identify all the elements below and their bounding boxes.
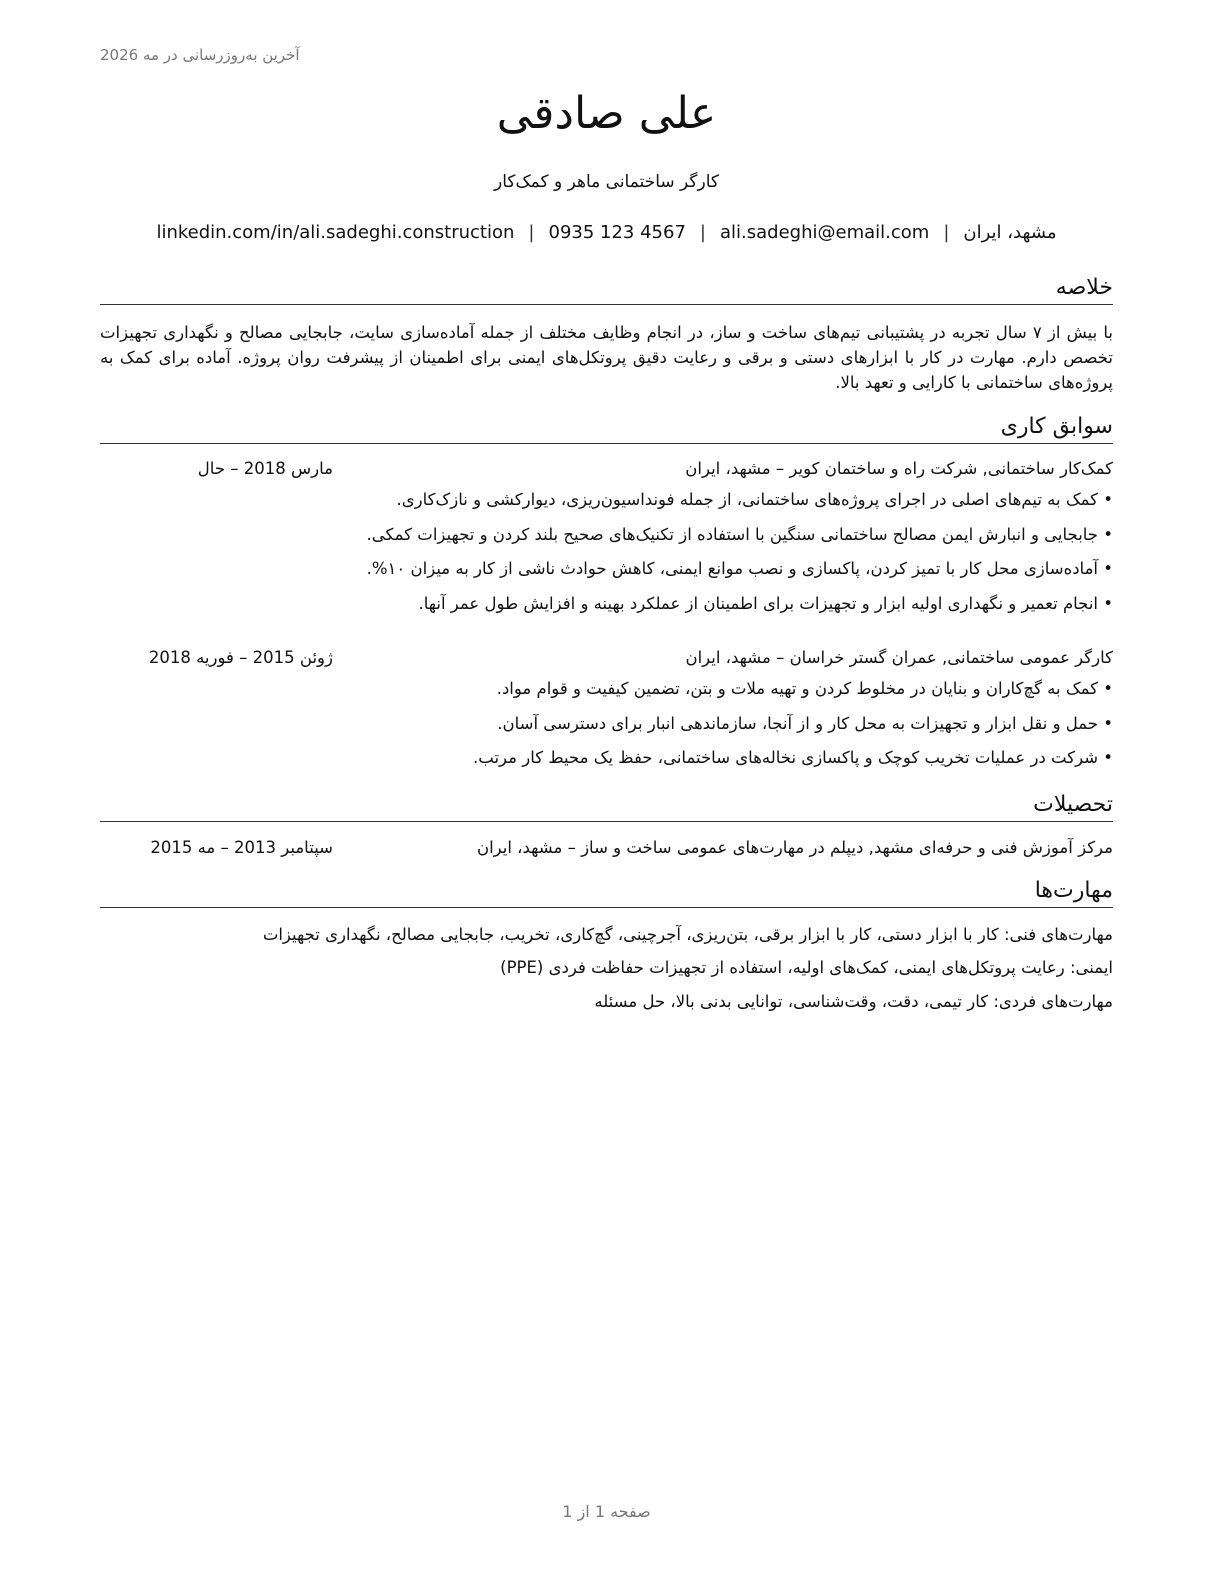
- contact-separator: |: [943, 222, 950, 243]
- skills-line-technical: مهارت‌های فنی: کار با ابزار دستی، کار با ابزار برقی، بتن‌ریزی، آجرچینی، گچ‌کاری، تخریب، جابجایی مصالح، نگهداری تجهیزات: [262, 925, 1113, 944]
- job-dates: مارس 2018 – حال: [197, 459, 333, 478]
- education-entry: [100, 838, 1113, 864]
- job-role: کارگر عمومی ساختمانی, عمران گستر خراسان – مشهد، ایران: [685, 648, 1113, 667]
- job-bullet: • آماده‌سازی محل کار با تمیز کردن، پاکسازی و نصب موانع ایمنی، کاهش حوادث ناشی از کار به میزان ۱۰%.: [366, 559, 1113, 578]
- contact-location: مشهد، ایران: [963, 222, 1057, 243]
- summary-text: با بیش از ۷ سال تجربه در پشتیبانی تیم‌های ساخت و ساز، در انجام وظایف مختلف از جمله آماده‌سازی سایت، جابجایی مصالح و نگهداری تجهیزات تخصص دارم. مهارت در کار با ابزارهای دستی و برقی و رعایت دقیق پروتکل‌های ایمنی برای اطمینان از پیشرفت روان پروژه. آماده برای کمک به پروژه‌های ساختمانی با کارایی و تعهد بالا.: [100, 323, 1113, 392]
- contact-phone: 0935 123 4567: [548, 222, 686, 243]
- skills-line-safety: ایمنی: رعایت پروتکل‌های ایمنی، کمک‌های اولیه، استفاده از تجهیزات حفاظت فردی (PPE): [500, 958, 1113, 977]
- education-dates: سپتامبر 2013 – مه 2015: [150, 838, 333, 857]
- job-header: [100, 648, 1113, 674]
- candidate-title: کارگر ساختمانی ماهر و کمک‌کار: [493, 172, 719, 192]
- skills-line-personal: مهارت‌های فردی: کار تیمی، دقت، وقت‌شناسی، توانایی بدنی بالا، حل مسئله: [594, 992, 1113, 1011]
- resume-page: [100, 0, 1113, 1584]
- section-heading-experience: سوابق کاری: [100, 413, 1113, 444]
- job-header: [100, 459, 1113, 485]
- candidate-name: علی صادقی: [496, 88, 717, 139]
- section-heading-education: تحصیلات: [100, 791, 1113, 822]
- section-heading-skills: مهارت‌ها: [100, 877, 1113, 908]
- job-dates: ژوئن 2015 – فوریه 2018: [148, 648, 333, 667]
- section-heading-summary: خلاصه: [100, 274, 1113, 305]
- job-bullet: • انجام تعمیر و نگهداری اولیه ابزار و تجهیزات برای اطمینان از عملکرد بهینه و افزایش طول عمر آنها.: [418, 594, 1113, 613]
- contact-separator: |: [528, 222, 535, 243]
- contact-line: [100, 222, 1113, 243]
- job-bullet: • حمل و نقل ابزار و تجهیزات به محل کار و از آنجا، سازماندهی انبار برای دسترسی آسان.: [497, 714, 1113, 733]
- job-role: کمک‌کار ساختمانی, شرکت راه و ساختمان کویر – مشهد، ایران: [685, 459, 1113, 478]
- education-school: مرکز آموزش فنی و حرفه‌ای مشهد, دیپلم در مهارت‌های عمومی ساخت و ساز – مشهد، ایران: [476, 838, 1113, 857]
- job-bullet: • شرکت در عملیات تخریب کوچک و پاکسازی نخاله‌های ساختمانی، حفظ یک محیط کار مرتب.: [473, 748, 1113, 767]
- contact-separator: |: [699, 222, 706, 243]
- page-number: صفحه 1 از 1: [562, 1502, 651, 1521]
- job-bullet: • جابجایی و انبارش ایمن مصالح ساختمانی سنگین با استفاده از تکنیک‌های صحیح بلند کردن و تجهیزات کمکی.: [366, 525, 1113, 544]
- job-bullet: • کمک به تیم‌های اصلی در اجرای پروژه‌های ساختمانی، از جمله فونداسیون‌ریزی، دیوارکشی و نازک‌کاری.: [396, 490, 1113, 509]
- job-bullet: • کمک به گچ‌کاران و بنایان در مخلوط کردن و تهیه ملات و بتن، تضمین کیفیت و قوام مواد.: [496, 679, 1113, 698]
- contact-linkedin[interactable]: linkedin.com/in/ali.sadeghi.construction: [156, 222, 515, 243]
- contact-email[interactable]: ali.sadeghi@email.com: [720, 222, 930, 243]
- last-updated-note: آخرین به‌روزرسانی در مه 2026: [100, 46, 300, 64]
